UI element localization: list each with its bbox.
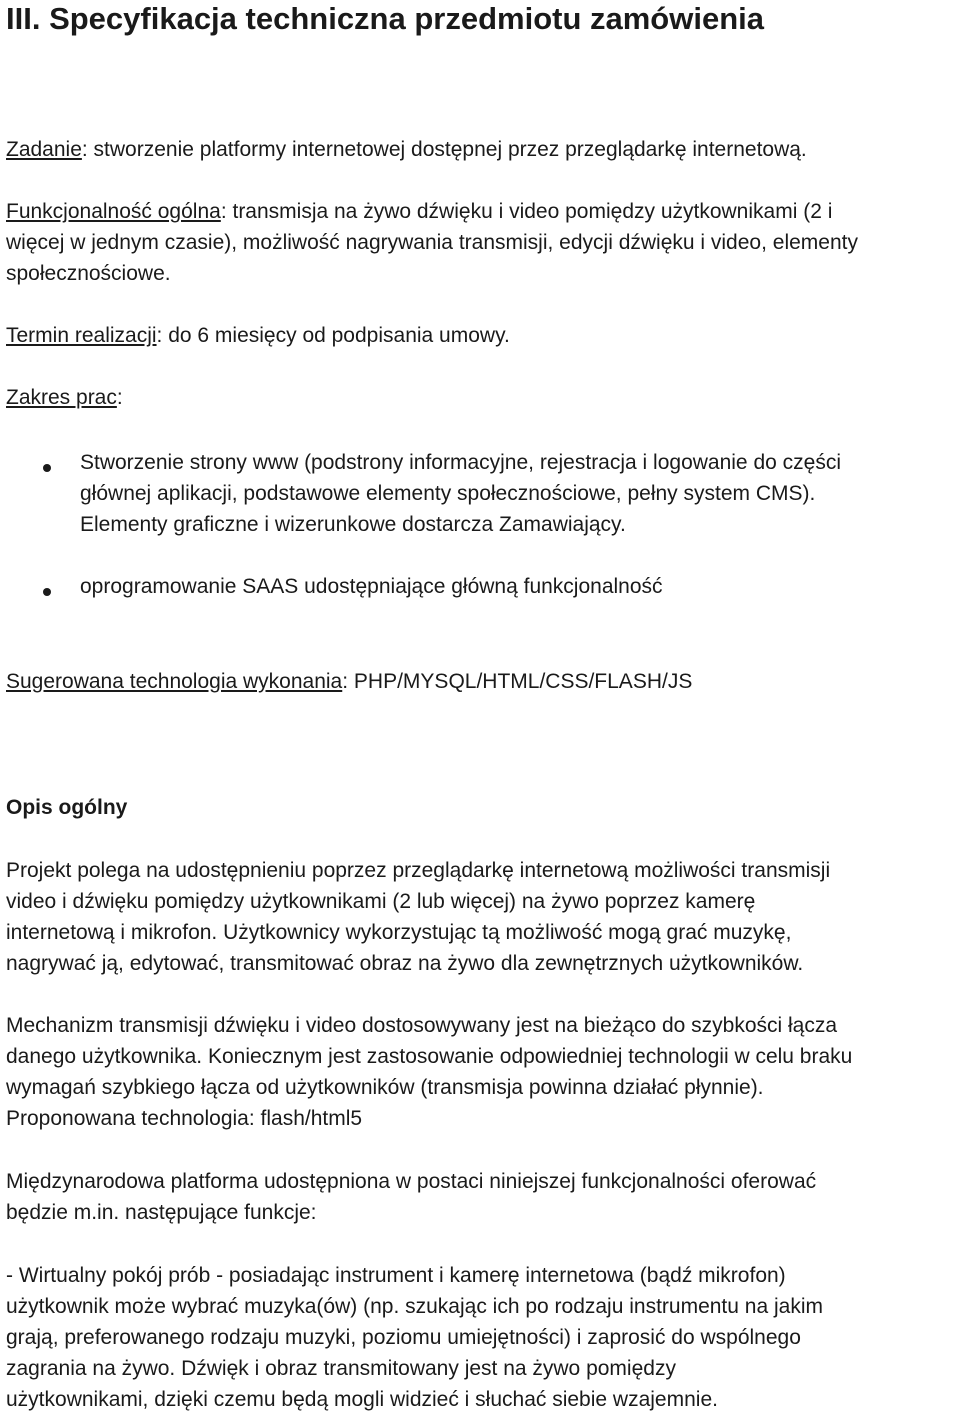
opis-p4-line-5: użytkownikami, dzięki czemu będą mogli widzieć i słuchać siebie wzajemnie. bbox=[6, 1388, 718, 1411]
opis-p2-line-4: Proponowana technologia: flash/html5 bbox=[6, 1107, 363, 1130]
opis-p1-line-3: internetową i mikrofon. Użytkownicy wykorzystując tą możliwość mogą grać muzykę, bbox=[6, 921, 792, 944]
funkcjonalnosc-line-2: więcej w jednym czasie), możliwość nagrywania transmisji, edycji dźwięku i video, elementy bbox=[6, 231, 858, 254]
section-heading: Opis ogólny bbox=[6, 796, 128, 819]
page-title: III. Specyfikacja techniczna przedmiotu zamówienia bbox=[6, 1, 765, 36]
opis-p4-line-3: grają, preferowanego rodzaju muzyki, poziomu umiejętności) i zaprosić do wspólnego bbox=[6, 1326, 801, 1349]
zadanie-line bbox=[6, 134, 807, 165]
termin-text: : do 6 miesięcy od podpisania umowy. bbox=[156, 324, 510, 347]
termin-line bbox=[6, 320, 510, 351]
zakres-item-1-line-1: Stworzenie strony www (podstrony informacyjne, rejestracja i logowanie do części bbox=[80, 451, 841, 474]
opis-p3-line-2: będzie m.in. następujące funkcje: bbox=[6, 1201, 317, 1224]
opis-p1-line-2: video i dźwięku pomiędzy użytkownikami (2 lub więcej) na żywo poprzez kamerę bbox=[6, 890, 756, 913]
opis-p4-line-2: użytkownik może wybrać muzyka(ów) (np. szukając ich po rodzaju instrumentu na jakim bbox=[6, 1295, 823, 1318]
opis-p1-line-1: Projekt polega na udostępnieniu poprzez przeglądarkę internetową możliwości transmisji bbox=[6, 859, 831, 882]
bullet-icon bbox=[43, 588, 51, 596]
opis-p3-line-1: Międzynarodowa platforma udostępniona w postaci niniejszej funkcjonalności oferować bbox=[6, 1170, 817, 1193]
opis-p4-line-4: zagrania na żywo. Dźwięk i obraz transmitowany jest na żywo pomiędzy bbox=[6, 1357, 676, 1380]
funkcjonalnosc-label: Funkcjonalność ogólna bbox=[6, 200, 221, 223]
zakres-item-1-line-2: głównej aplikacji, podstawowe elementy społecznościowe, pełny system CMS). bbox=[80, 482, 816, 505]
opis-p2-line-3: wymagań szybkiego łącza od użytkowników (transmisja powinna działać płynnie). bbox=[6, 1076, 764, 1099]
zakres-line bbox=[6, 382, 123, 413]
technologia-text: : PHP/MYSQL/HTML/CSS/FLASH/JS bbox=[342, 670, 693, 693]
termin-label: Termin realizacji bbox=[6, 324, 157, 347]
funkcjonalnosc-line-3: społecznościowe. bbox=[6, 262, 171, 285]
zakres-suffix: : bbox=[116, 386, 123, 409]
zadanie-text: : stworzenie platformy internetowej dostępnej przez przeglądarkę internetową. bbox=[81, 138, 807, 161]
technologia-label: Sugerowana technologia wykonania bbox=[6, 670, 343, 693]
technologia-line bbox=[6, 666, 692, 697]
opis-p2-line-2: danego użytkownika. Koniecznym jest zastosowanie odpowiedniej technologii w celu braku bbox=[6, 1045, 853, 1068]
zakres-label: Zakres prac bbox=[6, 386, 117, 409]
opis-p2-line-1: Mechanizm transmisji dźwięku i video dostosowywany jest na bieżąco do szybkości łącza bbox=[6, 1014, 838, 1037]
opis-p4-line-1: - Wirtualny pokój prób - posiadając instrument i kamerę internetowa (bądź mikrofon) bbox=[6, 1264, 786, 1287]
zadanie-label: Zadanie bbox=[6, 138, 82, 161]
funkcjonalnosc-text-1: : transmisja na żywo dźwięku i video pomiędzy użytkownikami (2 i bbox=[220, 200, 833, 223]
funkcjonalnosc-line-1 bbox=[6, 196, 832, 227]
opis-p1-line-4: nagrywać ją, edytować, transmitować obraz na żywo dla zewnętrznych użytkowników. bbox=[6, 952, 804, 975]
bullet-icon bbox=[43, 464, 51, 472]
zakres-item-1-line-3: Elementy graficzne i wizerunkowe dostarcza Zamawiający. bbox=[80, 513, 626, 536]
zakres-item-2-line-1: oprogramowanie SAAS udostępniające główną funkcjonalność bbox=[80, 575, 663, 598]
